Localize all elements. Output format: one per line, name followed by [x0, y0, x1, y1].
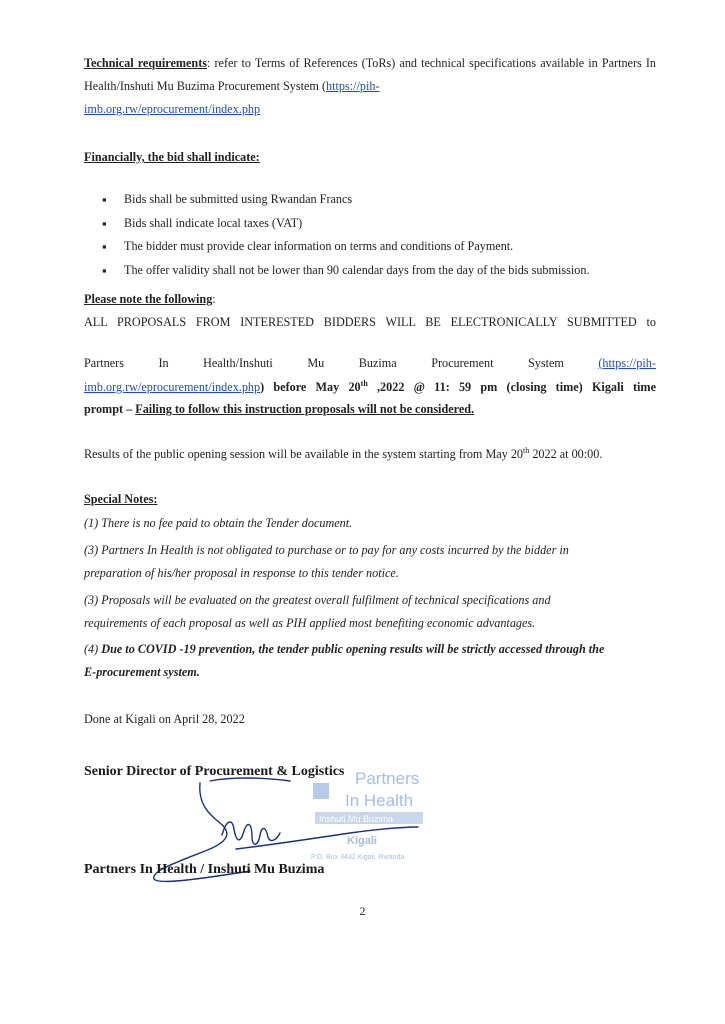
note-word: In [158, 356, 169, 370]
results-text-cont: 2022 at 00:00. [529, 447, 603, 461]
note-line-1: ALL PROPOSALS FROM INTERESTED BIDDERS WILL BE ELECTRONICALLY SUBMITTED to [84, 315, 656, 329]
technical-text: : refer to Terms of References (ToRs) and technical specifications available in Partners In Health/Inshuti Mu Buzima Procurement System ( [84, 56, 656, 93]
special-note-4 [84, 638, 656, 684]
note-word: Health/Inshuti [203, 356, 273, 370]
stamp-line-4: Kigali [347, 835, 377, 847]
note-word: Partners [84, 356, 124, 370]
list-item: ▪ Bids shall be submitted using Rwandan Francs [100, 188, 660, 212]
list-item: ▪ The bidder must provide clear information on terms and conditions of Payment. [100, 235, 660, 259]
warning-text: Failing to follow this instruction proposals will not be considered. [135, 402, 475, 416]
note-word: Mu [307, 356, 325, 370]
special-note-2 [84, 539, 656, 585]
note-heading-line [84, 288, 656, 311]
note-line-3 [84, 376, 656, 399]
note-paren: ) [260, 380, 265, 394]
note-word: Buzima [358, 356, 397, 370]
financial-bullet-list [100, 188, 660, 282]
results-text: Results of the public opening session will be available in the system starting from May 20 [84, 447, 524, 461]
note-colon: : [212, 292, 216, 306]
results-paragraph [84, 443, 656, 466]
special-note-3-line-2: requirements of each proposal as well as PIH applied most benefiting economic advantages. [84, 616, 536, 630]
note-line-4 [84, 398, 656, 421]
note-word: System [527, 356, 564, 370]
technical-requirements-paragraph [84, 52, 656, 121]
note-eprocurement-link-cont[interactable]: imb.org.rw/eprocurement/index.php [84, 380, 261, 394]
eprocurement-link-cont[interactable]: imb.org.rw/eprocurement/index.php [84, 102, 261, 116]
deadline-text: before May 20 [264, 380, 361, 394]
deadline-text-cont: ,2022 @ 11: 59 pm (closing time) Kigali time [367, 380, 656, 394]
deadline-sup: th [360, 378, 368, 388]
special-note-3 [84, 589, 656, 635]
stamp-line-2: In Health [345, 791, 414, 810]
eprocurement-link[interactable]: https://pih- [326, 79, 380, 93]
page-number: 2 [359, 904, 366, 918]
financial-heading: Financially, the bid shall indicate: [84, 150, 260, 164]
note-line-2 [84, 352, 656, 375]
special-note-3-line-1: (3) Proposals will be evaluated on the greatest overall fulfilment of technical specifications and [84, 593, 551, 607]
stamp-line-5: P.O. Box 3432 Kigali, Rwanda [311, 854, 405, 861]
note-eprocurement-link[interactable]: (https://pih- [598, 356, 656, 370]
results-sup: th [523, 445, 530, 455]
special-note-4-prefix: (4) [84, 642, 102, 656]
done-at-text: Done at Kigali on April 28, 2022 [84, 712, 245, 726]
signatory-title: Senior Director of Procurement & Logistics [84, 764, 345, 779]
prompt-text: prompt – [84, 402, 136, 416]
note-word: Procurement [431, 356, 494, 370]
list-item: ▪ The offer validity shall not be lower than 90 calendar days from the day of the bids submission. [100, 259, 660, 283]
stamp-line-1: Partners [355, 769, 420, 788]
special-note-4-line-2: E-procurement system. [84, 665, 200, 679]
special-note-4-line-1: Due to COVID -19 prevention, the tender public opening results will be strictly accessed through the [101, 642, 605, 656]
special-note-2-line-2: preparation of his/her proposal in response to this tender notice. [84, 566, 399, 580]
note-heading: Please note the following [84, 292, 213, 306]
stamp-line-3: Inshuti Mu Buzima [319, 814, 394, 824]
special-note-2-line-1: (3) Partners In Health is not obligated to purchase or to pay for any costs incurred by the bidder in [84, 543, 569, 557]
special-note-1: (1) There is no fee paid to obtain the Tender document. [84, 516, 353, 530]
special-notes-heading: Special Notes: [84, 492, 158, 506]
organization-name: Partners In Health / Inshuti Mu Buzima [84, 862, 325, 877]
list-item: ▪ Bids shall indicate local taxes (VAT) [100, 212, 660, 236]
technical-heading: Technical requirements [84, 56, 208, 70]
